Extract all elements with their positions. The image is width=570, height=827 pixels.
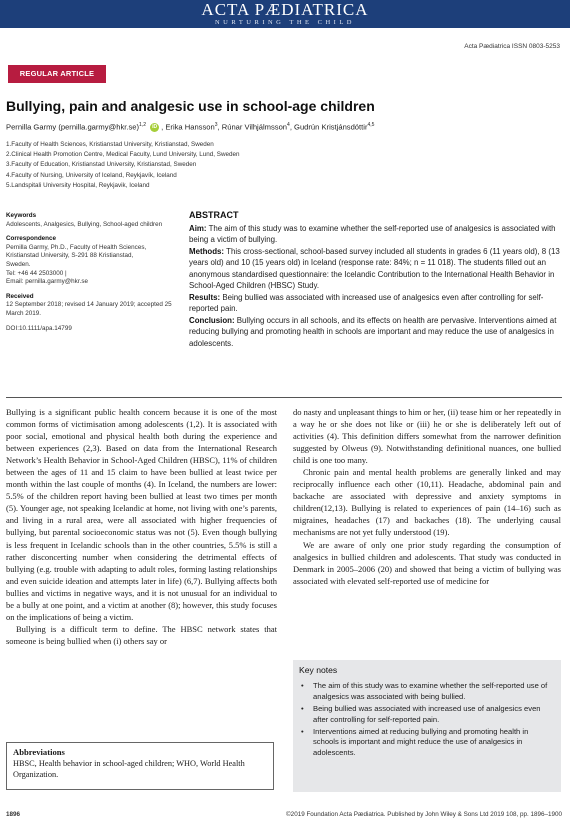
journal-issn: Acta Pædiatrica ISSN 0803-5253 [464,43,560,50]
abstract-methods [189,246,561,292]
author-name: , Rúnar Vilhjálmsson [217,122,288,132]
affiliation-item: 1.Faculty of Health Sciences, Kristianstad University, Kristianstad, Sweden [6,141,214,148]
affiliation-item: 3.Faculty of Education, Kristianstad University, Kristianstad, Sweden [6,161,197,169]
body-paragraph: do nasty and unpleasant things to him or her, (ii) tease him or her repeatedly in a way he or she does not like or (iii) he or she is deliberately left out of activities (4). This definition differs somewhat from the narrower definition suggested by Olweus (9). Notwithstanding definitional nuances, one bullied child is one too many. [293,407,561,466]
author-name: Pernilla Garmy (pernilla.garmy@hkr.se) [6,122,140,132]
correspondence-heading: Correspondence [6,235,57,243]
received-heading: Received [6,292,34,300]
abstract-aim [189,223,561,246]
article-title: Bullying, pain and analgesic use in school-age children [6,98,375,114]
abbreviations-text: HBSC, Health behavior in school-aged children; WHO, World Health Organization. [13,759,245,779]
abstract [189,210,561,349]
body-paragraph: We are aware of only one prior study regarding the consumption of analgesics in bullied children and adolescents. That study was conducted in Denmark in 2005–2006 (20) and showed that being a victim of bullying was associated with elevated self-reported use of medicine for [293,539,561,586]
correspondence-line: Tel: +46 44 2503000 | [6,269,67,277]
received-block [6,293,176,319]
section-divider [6,397,562,398]
abbreviations-heading: Abbreviations [13,747,65,757]
author-affiliation-sup: 4,5 [367,122,375,128]
author-list [6,122,374,132]
correspondence-email[interactable]: Email: pernilla.garmy@hkr.se [6,278,88,286]
body-paragraph: Bullying is a difficult term to define. The HBSC network states that someone is being bullied when (i) others say or [6,623,277,646]
key-notes-heading: Key notes [299,665,338,675]
body-column-right [293,406,561,587]
abstract-aim-text: The aim of this study was to examine whether the self-reported use of analgesics is associated with being a victim of bullying. [189,223,556,244]
doi-link[interactable]: DOI:10.1111/apa.14799 [6,324,72,332]
abstract-heading: ABSTRACT [189,210,239,220]
abstract-methods-label: Methods: [189,246,225,256]
copyright-line: ©2019 Foundation Acta Pædiatrica. Published by John Wiley & Sons Ltd 2019 108, pp. 1896–1900 [286,811,562,818]
keywords-text: Adolescents, Analgesics, Bullying, School-aged children [6,220,163,228]
keywords-block [6,212,176,229]
author-affiliation-sup: 4 [287,122,290,128]
abstract-results-text: Being bullied was associated with increased use of analgesics even after controlling for self-reported pain. [189,292,544,313]
affiliation-item: 4.Faculty of Nursing, University of Iceland, Reykjavík, Iceland [6,171,177,179]
body-column-left [6,406,277,647]
body-paragraph: Chronic pain and mental health problems are generally linked and may reciprocally influence each other (10,11). Headache, abdominal pain and backache are associated with depressive and anxiety symptoms in children(12,13). Bullying is related to experiences of pain (14–16) such as migraines, headaches (17) and backaches (18). The underlying causal mechanisms are not yet fully understood (19). [293,467,561,538]
key-note-item: • The aim of this study was to examine whether the self-reported use of analgesics was associated with being bullied. [299,681,555,702]
abstract-results [189,292,561,315]
body-paragraph: Bullying is a significant public health concern because it is one of the most common forms of victimisation among adolescents (1,2). It is associated with poor social, emotional and physical health both during the experience and between experiences (2,3). Based on data from the International Research Network’s Health Behavior in School-Aged Children (HBSC), 11% of children between the ages of 11 and 15 claim to have been bullied at least twice per month within the last couple of months (4). In Iceland, the numbers are lower: 5.5% of the children report having been bullied at least two times per month (5). Younger age, not speaking Icelandic at home, not living with one’s parents, and living in a rural area, were all associated with higher frequencies of bullying, but parental socioeconomic status was not (5). Even though bullying is less frequent in Icelandic schools than in the other countries, 5.5% is still a rather disconcerting number when considering the detrimental effects of bullying (e.g. trouble with adapting to adult roles, forming lasting relationships and even suicide ideation and attempts later in life) (6,7). Bullying affects both bullies and victims in negative ways, and it is not unusual for an individual to be a bully at one point, and a victim at another (8); however, this study focuses on the implications of being a victim. [6,407,277,622]
journal-tagline: NURTURING THE CHILD [214,19,355,26]
author-name: , Erika Hansson [161,122,215,132]
journal-name: ACTA PÆDIATRICA [201,0,369,19]
abstract-aim-label: Aim: [189,223,207,233]
key-notes-box [293,660,561,792]
key-note-item: • Interventions aimed at reducing bullying and promoting health in schools is important and might reduce the use of analgesics in adolescents. [299,727,555,758]
article-info-sidebar [6,212,176,333]
abstract-conclusion-label: Conclusion: [189,315,235,325]
abstract-results-label: Results: [189,292,221,302]
received-dates: 12 September 2018; revised 14 January 2019; accepted 25 March 2019. [6,301,172,317]
key-note-item: • Being bullied was associated with increased use of analgesics even after controlling for self-reported pain. [299,704,555,725]
orcid-icon[interactable]: iD [152,124,158,131]
abstract-methods-text: This cross-sectional, school-based survey included all students in grades 6 (11 years old), 8 (13 years old) and 10 (15 years old) in Iceland (response rate: 84%; n = 11 018). The students filled out an anonymous standardised questionnaire: the Icelandic Contribution to the International Health Behavior in School-Aged Children (HBSC) Study. [189,246,560,290]
abstract-conclusion [189,315,561,350]
abstract-conclusion-text: Bullying occurs in all schools, and its effects on health are pervasive. Interventions aimed at reducing bullying and promoting health in schools are important and may reduce the use of analgesics in adolescents. [189,315,557,348]
affiliation-list [6,140,240,191]
correspondence-line: Sweden. [6,260,31,268]
correspondence-line: Kristianstad University, S-291 88 Kristianstad, [6,252,134,260]
correspondence-block [6,235,176,287]
page-footer [6,811,562,821]
page-number: 1896 [6,811,21,818]
correspondence-line: Pernilla Garmy, Ph.D., Faculty of Health Sciences, [6,243,147,251]
author-name: , Gudrún Kristjánsdóttir [289,122,368,132]
journal-masthead [0,0,570,28]
affiliation-item: 5.Landspitali University Hospital, Reykjavik, Iceland [6,181,150,189]
affiliation-item: 2.Clinical Health Promotion Centre, Medical Faculty, Lund University, Lund, Sweden [6,151,240,159]
abbreviations-box [6,742,274,790]
key-notes-list [299,681,555,758]
article-type-badge: REGULAR ARTICLE [8,65,106,83]
author-affiliation-sup: 1,2 [139,122,146,128]
keywords-heading: Keywords [6,212,37,219]
author-affiliation-sup: 3 [214,122,218,128]
